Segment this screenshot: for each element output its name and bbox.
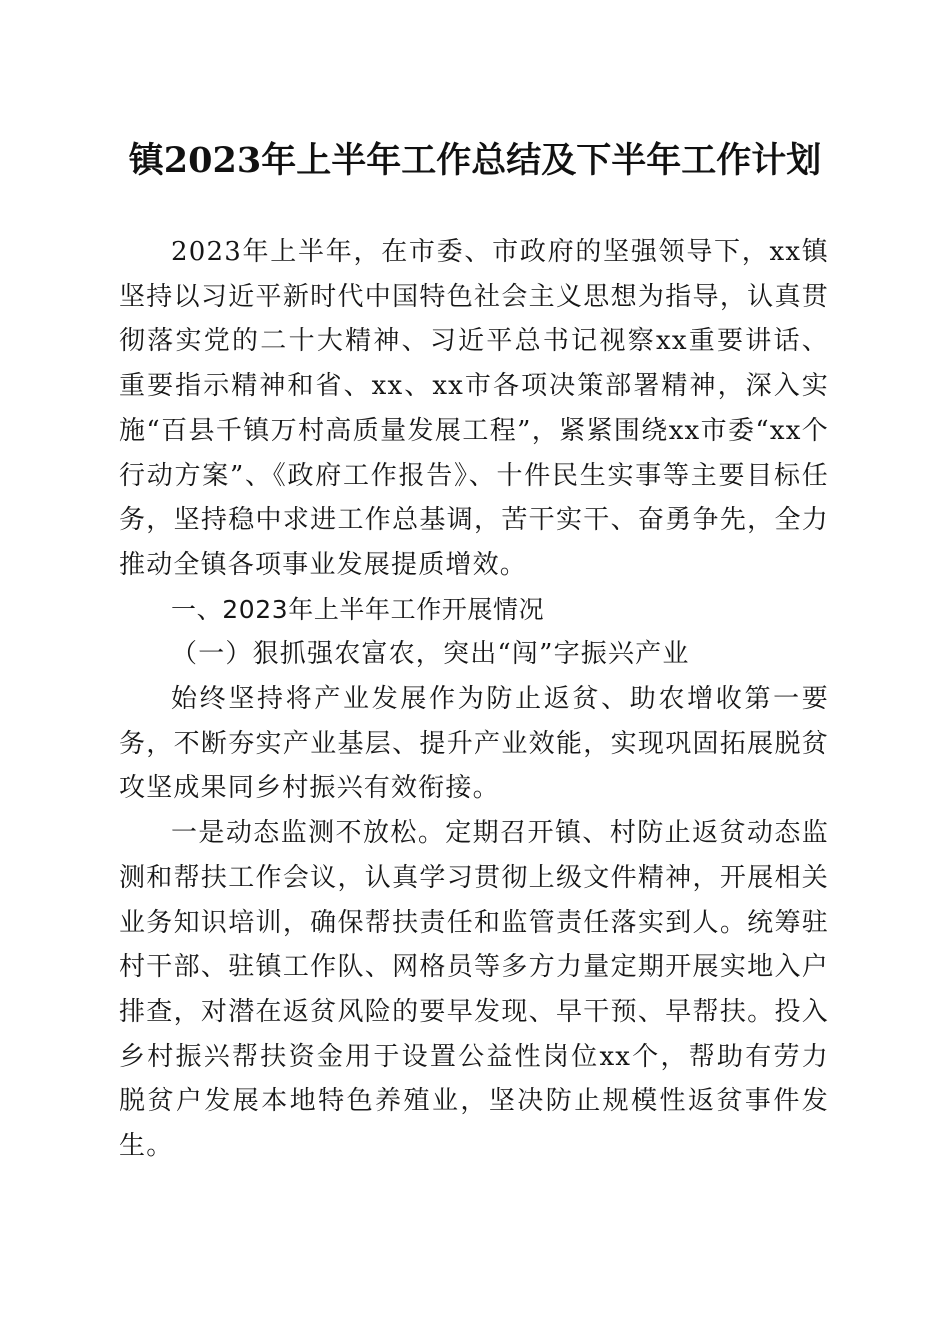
intro-paragraph: 2023年上半年，在市委、市政府的坚强领导下，xx镇坚持以习近平新时代中国特色社会主义思想为指导，认真贯彻落实党的二十大精神、习近平总书记视察xx重要讲话、重要指示精神和省、xx、xx市各项决策部署精神，深入实施“百县千镇万村高质量发展工程”，紧紧围绕xx市委“xx个行动方案”、《政府工作报告》、十件民生实事等主要目标任务，坚持稳中求进工作总基调，苦干实干、奋勇争先，全力推动全镇各项事业发展提质增效。 — [119, 237, 829, 580]
document-title: 镇2023年上半年工作总结及下半年工作计划 — [128, 140, 822, 181]
subsection-heading: （一）狠抓强农富农，突出“闯”字振兴产业 — [171, 639, 690, 670]
subsection-intro-paragraph: 始终坚持将产业发展作为防止返贫、助农增收第一要务，不断夯实产业基层、提升产业效能，实现巩固拓展脱贫攻坚成果同乡村振兴有效衔接。 — [119, 684, 829, 804]
section-heading: 一、2023年上半年工作开展情况 — [171, 594, 545, 624]
dynamic-monitoring-paragraph: 一是动态监测不放松。定期召开镇、村防止返贫动态监测和帮扶工作会议，认真学习贯彻上级文件精神，开展相关业务知识培训，确保帮扶责任和监管责任落实到人。统筹驻村干部、驻镇工作队、网格员等多方力量定期开展实地入户排查，对潜在返贫风险的要早发现、早干预、早帮扶。投入乡村振兴帮扶资金用于设置公益性岗位xx个，帮助有劳力脱贫户发展本地特色养殖业，坚决防止规模性返贫事件发生。 — [119, 818, 829, 1162]
document-body — [119, 230, 829, 1169]
